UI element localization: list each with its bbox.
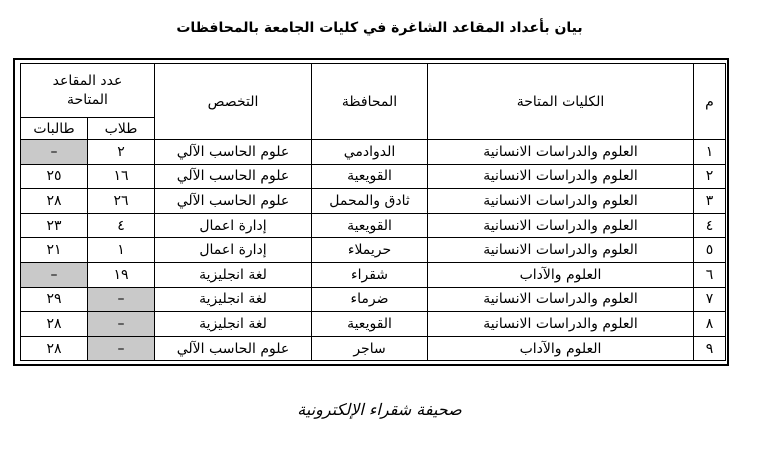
header-governorate: المحافظة bbox=[312, 64, 428, 140]
row-index: ٦ bbox=[694, 262, 726, 287]
row-female-seats: ٢٥ bbox=[21, 164, 88, 189]
header-male: طلاب bbox=[88, 118, 155, 140]
table-row bbox=[21, 213, 726, 238]
document-title: بيان بأعداد المقاعد الشاغرة في كليات الجامعة بالمحافظات bbox=[176, 20, 583, 36]
row-governorate: الدوادمي bbox=[312, 140, 428, 165]
vacant-seats-table bbox=[20, 63, 726, 361]
row-male-seats: – bbox=[88, 287, 155, 312]
table-row bbox=[21, 336, 726, 361]
row-index: ٨ bbox=[694, 312, 726, 337]
row-specialty: علوم الحاسب الآلي bbox=[155, 140, 312, 165]
header-seats: عدد المقاعد المتاحة bbox=[21, 64, 155, 118]
row-faculty: العلوم والدراسات الانسانية bbox=[428, 287, 694, 312]
row-male-seats: ١٩ bbox=[88, 262, 155, 287]
row-faculty: العلوم والدراسات الانسانية bbox=[428, 213, 694, 238]
row-female-seats: – bbox=[21, 140, 88, 165]
row-faculty: العلوم والدراسات الانسانية bbox=[428, 189, 694, 214]
row-specialty: لغة انجليزية bbox=[155, 287, 312, 312]
row-index: ٤ bbox=[694, 213, 726, 238]
row-index: ١ bbox=[694, 140, 726, 165]
row-specialty: إدارة اعمال bbox=[155, 238, 312, 263]
table-row bbox=[21, 140, 726, 165]
row-female-seats: ٢٨ bbox=[21, 189, 88, 214]
row-female-seats: ٢٨ bbox=[21, 312, 88, 337]
row-female-seats: ٢٨ bbox=[21, 336, 88, 361]
row-governorate: ضرماء bbox=[312, 287, 428, 312]
row-male-seats: ١٦ bbox=[88, 164, 155, 189]
row-governorate: القويعية bbox=[312, 213, 428, 238]
row-governorate: القويعية bbox=[312, 312, 428, 337]
table-body bbox=[21, 140, 726, 361]
row-index: ٢ bbox=[694, 164, 726, 189]
row-governorate: ساجر bbox=[312, 336, 428, 361]
row-specialty: علوم الحاسب الآلي bbox=[155, 336, 312, 361]
row-index: ٧ bbox=[694, 287, 726, 312]
row-male-seats: ٢٦ bbox=[88, 189, 155, 214]
row-female-seats: ٢٩ bbox=[21, 287, 88, 312]
row-faculty: العلوم والآداب bbox=[428, 262, 694, 287]
row-governorate: حريملاء bbox=[312, 238, 428, 263]
row-index: ٥ bbox=[694, 238, 726, 263]
row-specialty: إدارة اعمال bbox=[155, 213, 312, 238]
row-index: ٣ bbox=[694, 189, 726, 214]
table-row bbox=[21, 287, 726, 312]
row-faculty: العلوم والدراسات الانسانية bbox=[428, 140, 694, 165]
row-specialty: علوم الحاسب الآلي bbox=[155, 189, 312, 214]
row-faculty: العلوم والآداب bbox=[428, 336, 694, 361]
row-specialty: لغة انجليزية bbox=[155, 312, 312, 337]
row-female-seats: ٢٣ bbox=[21, 213, 88, 238]
header-index: م bbox=[694, 64, 726, 140]
table-row bbox=[21, 164, 726, 189]
row-governorate: شقراء bbox=[312, 262, 428, 287]
row-specialty: لغة انجليزية bbox=[155, 262, 312, 287]
row-male-seats: – bbox=[88, 312, 155, 337]
row-male-seats: ١ bbox=[88, 238, 155, 263]
row-faculty: العلوم والدراسات الانسانية bbox=[428, 312, 694, 337]
row-specialty: علوم الحاسب الآلي bbox=[155, 164, 312, 189]
header-specialty: التخصص bbox=[155, 64, 312, 140]
row-faculty: العلوم والدراسات الانسانية bbox=[428, 238, 694, 263]
table-row bbox=[21, 189, 726, 214]
header-female: طالبات bbox=[21, 118, 88, 140]
row-female-seats: ٢١ bbox=[21, 238, 88, 263]
table-row bbox=[21, 262, 726, 287]
row-female-seats: – bbox=[21, 262, 88, 287]
footer-source: صحيفة شقراء الإلكترونية bbox=[297, 400, 462, 419]
row-governorate: القويعية bbox=[312, 164, 428, 189]
table-row bbox=[21, 238, 726, 263]
row-governorate: ثادق والمحمل bbox=[312, 189, 428, 214]
header-faculty: الكليات المتاحة bbox=[428, 64, 694, 140]
row-index: ٩ bbox=[694, 336, 726, 361]
row-male-seats: ٤ bbox=[88, 213, 155, 238]
table-row bbox=[21, 312, 726, 337]
row-male-seats: ٢ bbox=[88, 140, 155, 165]
row-faculty: العلوم والدراسات الانسانية bbox=[428, 164, 694, 189]
row-male-seats: – bbox=[88, 336, 155, 361]
